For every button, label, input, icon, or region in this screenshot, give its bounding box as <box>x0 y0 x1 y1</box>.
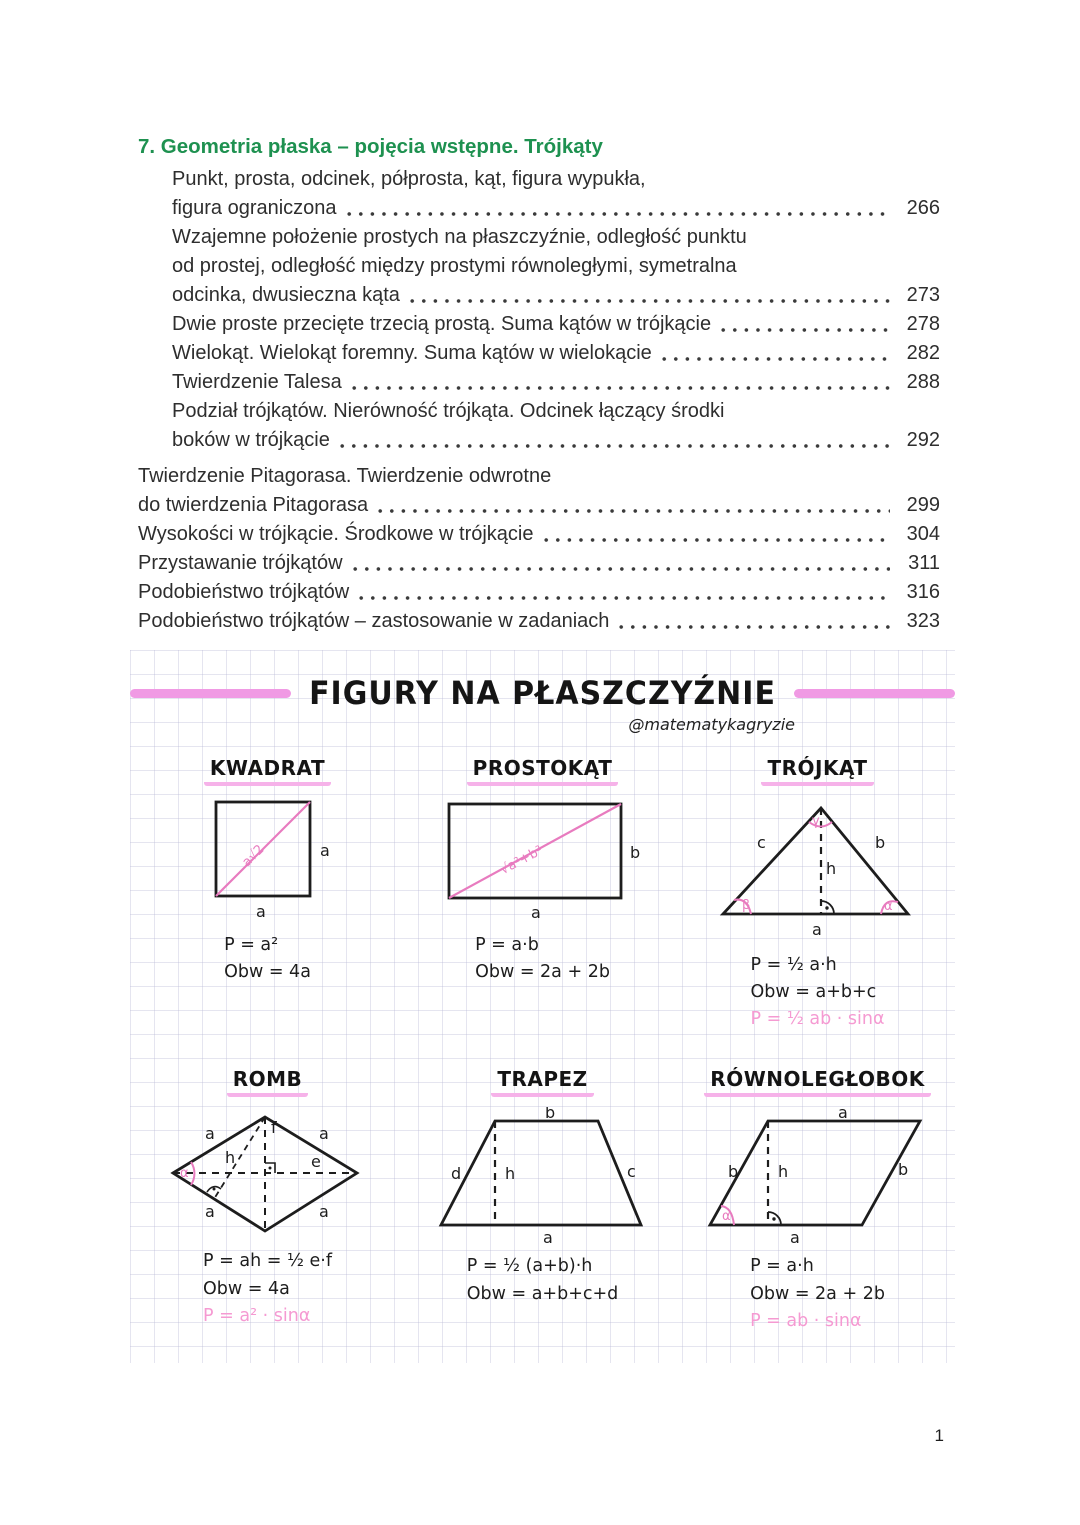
trapezoid-diagram <box>433 1107 653 1247</box>
shape-card-trapez <box>405 1067 680 1334</box>
chapter-heading: 7. Geometria płaska – pojęcia wstępne. Trójkąty <box>138 135 603 158</box>
side-label-top-right: a <box>318 1124 329 1144</box>
dot-leader <box>544 537 891 543</box>
angle-label-left: β <box>741 898 750 913</box>
shape-card-romb <box>130 1067 405 1334</box>
toc-entry-text: od prostej, odległość między prostymi równoległymi, symetralna <box>172 255 737 277</box>
toc-entry-text: odcinka, dwusieczna kąta <box>172 284 400 306</box>
formula-area-sin: P = ab · sinα <box>750 1310 862 1331</box>
dot-leader <box>410 298 890 304</box>
height-label: h <box>825 859 836 878</box>
toc-row <box>138 339 940 368</box>
formula-perimeter: Obw = a+b+c <box>750 982 877 1003</box>
shape-title-romb: ROMB <box>227 1067 309 1097</box>
dot-leader <box>619 624 890 630</box>
formula-area: P = a² <box>224 935 279 955</box>
right-angle-dot-foot <box>212 1188 215 1191</box>
formula-area: P = ½ (a+b)·h <box>466 1256 593 1277</box>
toc-entry-text: Twierdzenie Pitagorasa. Twierdzenie odwrotne <box>138 465 552 487</box>
formulas-trapez <box>467 1253 619 1307</box>
diagonal-label: √a²+b² <box>497 843 546 878</box>
author-handle: @matematykagryzie <box>628 715 795 734</box>
page-number: 1 <box>934 1426 944 1445</box>
toc-entry-text: Podobieństwo trójkątów <box>138 581 350 603</box>
shape-card-prostokat <box>405 756 680 1033</box>
formula-area: P = ½ a·h <box>750 955 837 975</box>
side-label-right: a <box>319 841 330 860</box>
toc-row <box>138 578 940 607</box>
toc-entry-text: Punkt, prosta, odcinek, półprosta, kąt, figura wypukła, <box>172 168 646 190</box>
parallelogram-outline <box>710 1121 920 1225</box>
side-label-left: c <box>756 833 766 852</box>
rectangle-diagram <box>435 796 650 926</box>
side-label-right: c <box>626 1162 636 1182</box>
square-diagram <box>188 796 348 926</box>
shape-card-kwadrat <box>130 756 405 1033</box>
height-label: h <box>504 1164 515 1184</box>
diagonal-label: a√2 <box>239 842 267 871</box>
formulas-trojkat <box>751 952 885 1033</box>
formulas-rownoleglobok <box>750 1253 885 1334</box>
pink-bar-left <box>130 689 291 698</box>
toc-row <box>138 281 940 310</box>
toc-entry-text: Przystawanie trójkątów <box>138 552 343 574</box>
side-label-bottom: a <box>531 903 541 922</box>
formula-area-sin: P = ½ ab · sinα <box>750 1009 885 1030</box>
height-label: h <box>777 1162 788 1182</box>
side-label-top: a <box>837 1107 848 1123</box>
angle-label: α <box>721 1209 731 1225</box>
toc-entry-text: Podobieństwo trójkątów – zastosowanie w zadaniach <box>138 610 610 632</box>
toc-entry-text: Twierdzenie Talesa <box>172 371 342 393</box>
formula-area-sin: P = a² · sinα <box>203 1305 311 1326</box>
dot-leader <box>353 566 890 572</box>
triangle-diagram <box>713 796 923 946</box>
height-line <box>214 1117 265 1199</box>
dot-leader <box>378 508 890 514</box>
toc-entry-text: do twierdzenia Pitagorasa <box>138 494 369 516</box>
height-label: h <box>224 1148 235 1168</box>
dot-leader <box>340 443 890 449</box>
formula-perimeter: Obw = a+b+c+d <box>466 1283 619 1304</box>
toc-page-number: 299 <box>906 494 940 516</box>
toc-page-number: 266 <box>906 197 940 219</box>
parallelogram-diagram <box>702 1107 934 1247</box>
side-label-left: d <box>450 1164 461 1184</box>
side-label-top: b <box>544 1107 555 1123</box>
toc-entry-text: boków w trójkącie <box>172 429 330 451</box>
infographic-title: FIGURY NA PŁASZCZYŹNIE <box>309 674 776 713</box>
pink-bar-right <box>794 689 955 698</box>
toc-page-number: 288 <box>906 371 940 393</box>
toc-row <box>138 607 940 636</box>
dot-leader <box>347 211 890 217</box>
formula-area: P = ah = ½ e·f <box>203 1251 332 1272</box>
right-angle-dot <box>825 906 828 909</box>
toc-entry-text: Dwie proste przecięte trzecią prostą. Suma kątów w trójkącie <box>172 313 712 335</box>
dot-leader <box>352 385 890 391</box>
formula-perimeter: Obw = 4a <box>224 962 311 983</box>
shape-title-trojkat: TRÓJKĄT <box>761 756 873 786</box>
rhombus-diagram <box>163 1107 373 1242</box>
side-label-bottom-left: a <box>204 1202 215 1222</box>
formula-area: P = a·b <box>475 935 539 955</box>
toc-row <box>138 165 940 194</box>
formula-perimeter: Obw = 4a <box>203 1278 290 1299</box>
shape-title-trapez: TRAPEZ <box>491 1067 593 1097</box>
right-angle-dot-center <box>268 1167 271 1170</box>
toc-row <box>138 368 940 397</box>
toc-row <box>138 194 940 223</box>
dot-leader <box>662 356 890 362</box>
side-label-bottom: a <box>789 1228 800 1248</box>
shape-card-trojkat <box>680 756 955 1033</box>
formula-area: P = a·h <box>750 1256 814 1277</box>
toc-page-number: 323 <box>906 610 940 632</box>
side-label-right: b <box>630 843 641 862</box>
side-label-right: b <box>874 833 885 852</box>
toc-row <box>138 520 940 549</box>
formulas-romb <box>203 1248 332 1329</box>
toc-entry-text: figura ograniczona <box>172 197 337 219</box>
shape-card-rownoleglobok <box>680 1067 955 1334</box>
toc-page-number: 273 <box>906 284 940 306</box>
angle-label: α <box>179 1166 189 1182</box>
toc-row <box>138 252 940 281</box>
right-angle-dot <box>772 1218 775 1221</box>
side-label-bottom: a <box>542 1228 553 1248</box>
side-label-bottom-right: a <box>318 1202 329 1222</box>
toc-row <box>138 549 940 578</box>
diagonal-e-label: e <box>310 1152 321 1172</box>
shape-title-prostokat: PROSTOKĄT <box>467 756 619 786</box>
toc-row <box>138 223 940 252</box>
infographic-title-row <box>130 676 955 711</box>
shape-title-kwadrat: KWADRAT <box>204 756 331 786</box>
toc-entry-text: Wielokąt. Wielokąt foremny. Suma kątów w wielokącie <box>172 342 652 364</box>
toc-page-number: 311 <box>908 552 940 574</box>
shapes-grid <box>130 756 955 1335</box>
toc-entry-text: Wysokości w trójkącie. Środkowe w trójkącie <box>138 523 534 545</box>
infographic-section <box>130 650 955 1363</box>
toc-page-number: 316 <box>906 581 940 603</box>
trapezoid-outline <box>441 1121 641 1225</box>
toc-row <box>138 310 940 339</box>
formulas-kwadrat <box>224 932 311 986</box>
toc-row <box>138 426 940 455</box>
side-label-right: b <box>897 1160 908 1180</box>
toc-entry-text: Podział trójkątów. Nierówność trójkąta. Odcinek łączący środki <box>172 400 725 422</box>
angle-label-top: γ <box>811 814 820 829</box>
toc-section <box>138 132 940 636</box>
toc-page-number: 292 <box>906 429 940 451</box>
toc-row <box>138 462 940 491</box>
shape-title-rownoleglobok: RÓWNOLEGŁOBOK <box>704 1067 930 1097</box>
dot-leader <box>359 595 890 601</box>
formula-perimeter: Obw = 2a + 2b <box>475 962 610 983</box>
formulas-prostokat <box>475 932 610 986</box>
toc-row <box>138 397 940 426</box>
toc-page-number: 282 <box>906 342 940 364</box>
side-label-top-left: a <box>204 1124 215 1144</box>
dot-leader <box>721 327 890 333</box>
toc-row <box>138 491 940 520</box>
angle-label-right: α <box>883 899 893 914</box>
toc-page-number: 304 <box>906 523 940 545</box>
side-label-bottom: a <box>255 902 266 921</box>
diagonal-f-label: f <box>270 1118 277 1138</box>
toc-page-number: 278 <box>906 313 940 335</box>
side-label-bottom: a <box>811 920 822 939</box>
formula-perimeter: Obw = 2a + 2b <box>750 1283 885 1304</box>
side-label-left: b <box>727 1162 738 1182</box>
toc-entry-text: Wzajemne położenie prostych na płaszczyźnie, odległość punktu <box>172 226 747 248</box>
